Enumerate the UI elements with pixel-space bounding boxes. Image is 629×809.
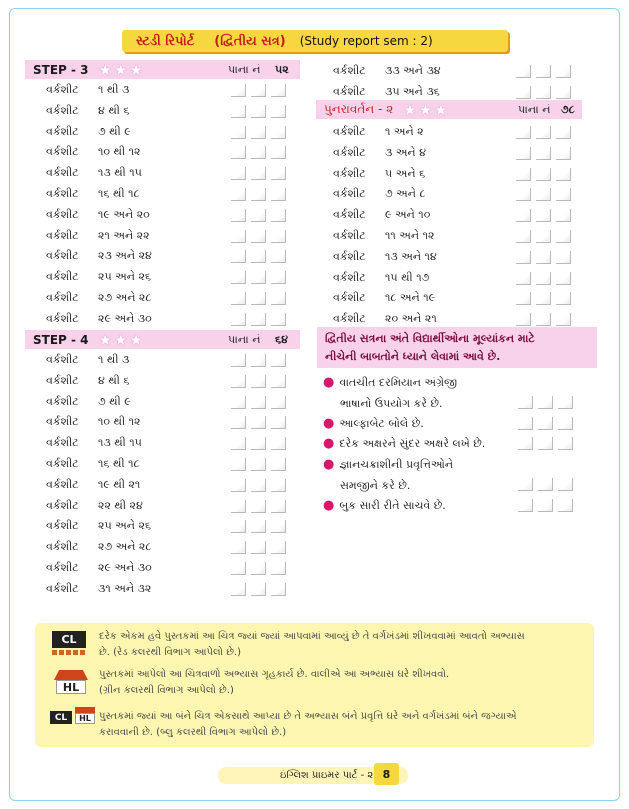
- step3-header: [25, 60, 300, 79]
- worksheet-label: વર્કશીટ: [46, 166, 79, 180]
- hl-icon: HL: [56, 680, 86, 694]
- rating-boxes[interactable]: [518, 417, 573, 430]
- bullet-icon: ●: [323, 436, 335, 451]
- rating-boxes[interactable]: [231, 479, 286, 492]
- hl-line: પુસ્તકમાં આપેલો આ ચિત્રવાળો અભ્યાસ ગૃહકાર્ય છે. વાલીએ આ અભ્યાસ ઘરે શીખવવો.: [99, 669, 450, 680]
- worksheet-row: [333, 227, 613, 247]
- rating-boxes[interactable]: [231, 354, 286, 367]
- rating-boxes[interactable]: [516, 209, 571, 222]
- worksheet-row: [46, 123, 326, 143]
- cl-line: છે. (રેડ કલરથી વિભાગ આપેલો છે.): [99, 647, 242, 658]
- worksheet-row: [333, 123, 613, 143]
- worksheet-label: વર્કશીટ: [46, 581, 79, 595]
- cl-icon-small: CL: [50, 711, 72, 724]
- rating-boxes[interactable]: [516, 313, 571, 326]
- worksheet-label: વર્કશીટ: [333, 291, 366, 305]
- worksheet-label: વર્કશીટ: [46, 519, 79, 533]
- page-number: ૭૮: [561, 102, 575, 116]
- worksheet-label: વર્કશીટ: [46, 83, 79, 96]
- worksheet-label: વર્કશીટ: [46, 291, 79, 304]
- evaluation-text: જ્ઞાનચક્રાશીની પ્રવૃત્તિઓને: [339, 458, 454, 471]
- book-title: ઇંગ્લિશ પ્રાઇમર પાર્ટ - ૨: [280, 770, 374, 781]
- worksheet-range: ૧૩ થી ૧૫: [98, 436, 142, 450]
- evaluation-text: દરેક અક્ષરને સુંદર અક્ષરે લખે છે.: [339, 437, 486, 450]
- worksheet-label: વર્કશીટ: [46, 187, 79, 200]
- page-label: પાના નં: [518, 102, 551, 116]
- worksheet-row: [333, 206, 613, 226]
- worksheet-row: [46, 268, 326, 288]
- worksheet-range: ૯ અને ૧૦: [385, 208, 431, 222]
- rating-boxes[interactable]: [231, 167, 286, 180]
- worksheet-label: વર્કશીટ: [333, 64, 366, 77]
- worksheet-row: [46, 351, 326, 371]
- worksheet-range: ૩ અને ૪: [385, 145, 426, 159]
- worksheet-label: વર્કશીટ: [333, 312, 366, 326]
- worksheet-row: [333, 248, 613, 268]
- page-number: ૬૪: [275, 332, 288, 346]
- rating-boxes[interactable]: [231, 437, 286, 450]
- worksheet-range: ૨૫ અને ૨૬: [98, 519, 152, 533]
- report-header: [122, 30, 508, 52]
- worksheet-range: ૧૦ થી ૧૨: [98, 415, 141, 429]
- worksheet-label: વર્કશીટ: [46, 207, 79, 221]
- worksheet-range: ૨૭ અને ૨૮: [98, 540, 152, 554]
- worksheet-row: [46, 372, 326, 392]
- worksheet-label: વર્કશીટ: [46, 249, 79, 263]
- worksheet-label: વર્કશીટ: [46, 373, 79, 387]
- rating-boxes[interactable]: [516, 126, 571, 139]
- worksheet-label: વર્કશીટ: [46, 415, 79, 429]
- rating-boxes[interactable]: [516, 168, 571, 181]
- worksheet-row: [46, 164, 326, 184]
- worksheet-label: વર્કશીટ: [46, 477, 79, 491]
- rating-boxes[interactable]: [231, 396, 286, 409]
- worksheet-row: [333, 185, 613, 205]
- rating-boxes[interactable]: [231, 209, 286, 222]
- evaluation-text: બુક સારી રીતે સાચવે છે.: [339, 499, 446, 512]
- both-line: કરાવવાની છે. (બ્લુ કલરથી વિભાગ આપેલો છે.): [99, 727, 287, 738]
- worksheet-range: ૧૮ અને ૧૯: [385, 291, 436, 305]
- worksheet-range: ૭ થી ૯: [98, 124, 131, 138]
- rating-boxes[interactable]: [231, 126, 286, 139]
- worksheet-range: ૨૯ અને ૩૦: [98, 561, 152, 574]
- page-label: પાના નં: [228, 62, 261, 76]
- worksheet-label: વર્કશીટ: [46, 394, 79, 408]
- worksheet-row: [46, 247, 326, 267]
- worksheet-label: વર્કશીટ: [333, 187, 366, 201]
- bullet-icon: ●: [323, 457, 335, 472]
- worksheet-row: [46, 455, 326, 475]
- worksheet-range: ૧૩ થી ૧૫: [98, 166, 142, 180]
- cl-icon: CL: [52, 631, 86, 648]
- hl-line: (ગ્રીન કલરથી વિભાગ આપેલો છે.): [99, 685, 234, 696]
- bullet-icon: ●: [323, 416, 335, 431]
- worksheet-row: [333, 165, 613, 185]
- desk-icon: [52, 650, 86, 655]
- worksheet-range: ૭ થી ૯: [98, 394, 131, 408]
- rating-boxes[interactable]: [231, 583, 286, 596]
- worksheet-row: [333, 289, 613, 309]
- worksheet-range: ૩૫ અને ૩૬: [385, 84, 440, 98]
- worksheet-row: [46, 559, 326, 579]
- rating-boxes[interactable]: [518, 396, 573, 409]
- step4-header: [25, 330, 300, 349]
- house-roof-icon: [54, 670, 88, 680]
- worksheet-range: ૨૦ અને ૨૧: [385, 312, 437, 326]
- step4-title: STEP - 4: [33, 332, 89, 347]
- evaluation-item: [323, 372, 593, 414]
- worksheet-range: ૩૧ અને ૩૨: [98, 581, 152, 595]
- evaluation-item: [323, 495, 593, 516]
- evaluation-heading-line: નીચેની બાબતોને ધ્યાને લેવામાં આવે છે.: [325, 350, 501, 363]
- rating-boxes[interactable]: [516, 292, 571, 305]
- worksheet-row: [46, 517, 326, 537]
- worksheet-range: ૨૫ અને ૨૬: [98, 270, 152, 284]
- evaluation-item: [323, 433, 593, 454]
- worksheet-row: [46, 393, 326, 413]
- rating-boxes[interactable]: [516, 86, 571, 99]
- rating-boxes[interactable]: [231, 416, 286, 429]
- worksheet-range: ૨૯ અને ૩૦: [98, 311, 152, 325]
- both-line: પુસ્તકમાં જ્યાં આ બંને ચિત્ર એકસાથે આપ્યા છે તે અભ્યાસ બંને પ્રવૃત્તિ ઘરે અને વર્ગખંડમાં બંને જગ્યાએ: [99, 711, 517, 722]
- semester-label-english: (Study report sem : 2): [299, 34, 433, 48]
- rating-boxes[interactable]: [231, 250, 286, 263]
- rating-boxes[interactable]: [231, 375, 286, 388]
- worksheet-row: [46, 497, 326, 517]
- revision-title: પુનરાવર્તન - ૨: [324, 102, 394, 116]
- worksheet-row: [46, 476, 326, 496]
- worksheet-range: ૨૧ અને ૨૨: [98, 228, 150, 242]
- rating-boxes[interactable]: [231, 230, 286, 243]
- worksheet-range: ૩૩ અને ૩૪: [385, 64, 441, 77]
- rating-boxes[interactable]: [516, 272, 571, 285]
- worksheet-range: ૧૦ થી ૧૨: [98, 145, 141, 159]
- rating-boxes[interactable]: [516, 65, 571, 78]
- worksheet-range: ૧૯ થી ૨૧: [98, 477, 141, 491]
- worksheet-row: [333, 144, 613, 164]
- worksheet-range: ૧૩ અને ૧૪: [385, 249, 437, 263]
- worksheet-row: [46, 227, 326, 247]
- worksheet-label: વર્કશીટ: [46, 270, 79, 284]
- star-rating-icon: ★ ★ ★: [98, 330, 143, 349]
- worksheet-label: વર્કશીટ: [333, 125, 366, 138]
- cl-line: દરેક એકમ હવે પુસ્તકમાં આ ચિત્ર જ્યાં જ્યાં આપવામાં આવ્યું છે તે વર્ગખંડમાં શીખવવામાં આવતો અભ્યાસ: [99, 631, 525, 642]
- worksheet-label: વર્કશીટ: [333, 249, 366, 263]
- worksheet-label: વર્કશીટ: [46, 561, 79, 574]
- worksheet-label: વર્કશીટ: [46, 498, 79, 512]
- bullet-icon: ●: [323, 375, 335, 390]
- worksheet-range: ૧૬ થી ૧૮: [98, 187, 140, 200]
- worksheet-label: વર્કશીટ: [333, 208, 366, 222]
- bullet-icon: ●: [323, 498, 335, 513]
- worksheet-row: [46, 102, 326, 122]
- worksheet-range: ૨૨ થી ૨૪: [98, 498, 143, 512]
- rating-boxes[interactable]: [231, 271, 286, 284]
- worksheet-label: વર્કશીટ: [46, 436, 79, 450]
- star-rating-icon: ★ ★ ★: [403, 100, 448, 119]
- evaluation-item: [323, 413, 593, 434]
- worksheet-range: ૧૯ અને ૨૦: [98, 207, 150, 221]
- page-number-badge: 8: [374, 763, 399, 785]
- rating-boxes[interactable]: [518, 499, 573, 512]
- evaluation-text: આલ્ફાબેટ બોલે છે.: [339, 417, 424, 430]
- semester-label: (દ્વિતીય સત્ર): [214, 33, 286, 49]
- cl-description: [99, 629, 589, 661]
- worksheet-label: વર્કશીટ: [46, 353, 79, 366]
- star-rating-icon: ★ ★ ★: [98, 60, 143, 79]
- worksheet-row: [46, 538, 326, 558]
- worksheet-label: વર્કશીટ: [46, 145, 79, 159]
- page-number: ૫૨: [275, 62, 289, 76]
- rating-boxes[interactable]: [231, 188, 286, 201]
- worksheet-range: ૧૬ થી ૧૮: [98, 457, 140, 470]
- worksheet-label: વર્કશીટ: [333, 84, 366, 98]
- worksheet-label: વર્કશીટ: [46, 228, 79, 242]
- rating-boxes[interactable]: [231, 458, 286, 471]
- worksheet-label: વર્કશીટ: [46, 103, 79, 117]
- worksheet-range: ૪ થી ૬: [98, 103, 130, 117]
- rating-boxes[interactable]: [231, 105, 286, 118]
- rating-boxes[interactable]: [516, 147, 571, 160]
- rating-boxes[interactable]: [518, 437, 573, 450]
- rating-boxes[interactable]: [231, 313, 286, 326]
- rating-boxes[interactable]: [516, 230, 571, 243]
- worksheet-range: ૨૭ અને ૨૮: [98, 291, 152, 304]
- worksheet-label: વર્કશીટ: [46, 311, 79, 325]
- worksheet-row: [46, 143, 326, 163]
- worksheet-label: વર્કશીટ: [46, 457, 79, 470]
- worksheet-range: ૨૩ અને ૨૪: [98, 249, 152, 263]
- worksheet-range: ૧ થી ૩: [98, 353, 130, 366]
- rating-boxes[interactable]: [516, 251, 571, 264]
- evaluation-text: વાતચીત દરમિયાન અંગ્રેજી: [339, 376, 458, 389]
- page-label: પાના નં: [228, 332, 261, 346]
- rating-boxes[interactable]: [231, 520, 286, 533]
- legend-info-box: [35, 623, 594, 747]
- worksheet-label: વર્કશીટ: [46, 540, 79, 554]
- both-description: [99, 709, 589, 741]
- rating-boxes[interactable]: [231, 292, 286, 305]
- report-title: સ્ટડી રિપોર્ટ: [136, 33, 195, 49]
- worksheet-row: [46, 81, 326, 101]
- worksheet-range: ૪ થી ૬: [98, 373, 130, 387]
- revision-header: [316, 100, 582, 119]
- worksheet-label: વર્કશીટ: [333, 229, 366, 242]
- worksheet-row: [46, 289, 326, 309]
- step3-title: STEP - 3: [33, 62, 89, 77]
- worksheet-row: [46, 185, 326, 205]
- worksheet-row: [46, 310, 326, 330]
- rating-boxes[interactable]: [231, 84, 286, 97]
- worksheet-range: ૧૫ થી ૧૭: [385, 270, 430, 284]
- rating-boxes[interactable]: [231, 146, 286, 159]
- rating-boxes[interactable]: [231, 562, 286, 575]
- evaluation-heading-line: દ્વિતીય સત્રના અંતે વિદ્યાર્થીઓના મૂલ્યાંકન માટે: [325, 332, 535, 345]
- worksheet-label: વર્કશીટ: [46, 124, 79, 138]
- worksheet-row: [46, 580, 326, 600]
- rating-boxes[interactable]: [516, 188, 571, 201]
- worksheet-range: ૭ અને ૮: [385, 187, 426, 201]
- worksheet-row: [46, 434, 326, 454]
- evaluation-text: સમજીને કરે છે.: [340, 479, 411, 492]
- worksheet-row: [333, 62, 613, 82]
- worksheet-range: ૧ અને ૨: [385, 125, 424, 138]
- evaluation-text: ભાષાનો ઉપયોગ કરે છે.: [340, 397, 443, 410]
- rating-boxes[interactable]: [518, 478, 573, 491]
- rating-boxes[interactable]: [231, 541, 286, 554]
- worksheet-row: [46, 206, 326, 226]
- evaluation-heading: [317, 327, 597, 368]
- rating-boxes[interactable]: [231, 500, 286, 513]
- worksheet-row: [46, 413, 326, 433]
- worksheet-range: ૧૧ અને ૧૨: [385, 229, 435, 242]
- hl-description: [99, 667, 589, 699]
- worksheet-label: વર્કશીટ: [333, 166, 366, 180]
- worksheet-row: [333, 269, 613, 289]
- evaluation-item: [323, 454, 593, 496]
- worksheet-range: ૧ થી ૩: [98, 83, 130, 96]
- hl-icon-small: HL: [75, 713, 95, 724]
- worksheet-label: વર્કશીટ: [333, 145, 366, 159]
- worksheet-label: વર્કશીટ: [333, 270, 366, 284]
- worksheet-range: ૫ અને ૬: [385, 166, 426, 180]
